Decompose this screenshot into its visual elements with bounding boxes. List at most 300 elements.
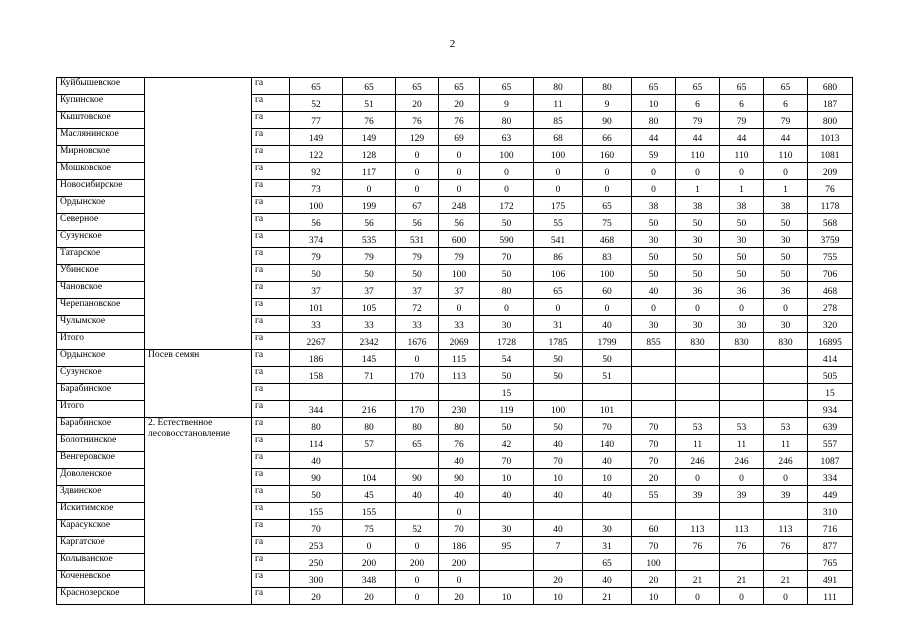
value-cell: 40 bbox=[534, 435, 583, 452]
total-cell: 15 bbox=[808, 384, 853, 401]
value-cell: 60 bbox=[583, 282, 632, 299]
total-cell: 111 bbox=[808, 588, 853, 605]
value-cell bbox=[480, 554, 534, 571]
value-cell: 0 bbox=[396, 350, 439, 367]
value-cell: 200 bbox=[396, 554, 439, 571]
value-cell: 50 bbox=[764, 248, 808, 265]
value-cell bbox=[676, 503, 720, 520]
value-cell: 1799 bbox=[583, 333, 632, 350]
district-cell: Сузунское bbox=[57, 367, 145, 384]
value-cell: 36 bbox=[720, 282, 764, 299]
unit-cell: га bbox=[252, 537, 290, 554]
value-cell: 76 bbox=[764, 537, 808, 554]
value-cell: 113 bbox=[764, 520, 808, 537]
value-cell: 70 bbox=[632, 418, 676, 435]
value-cell: 246 bbox=[720, 452, 764, 469]
value-cell: 6 bbox=[720, 95, 764, 112]
value-cell: 90 bbox=[439, 469, 480, 486]
value-cell: 374 bbox=[290, 231, 343, 248]
value-cell: 90 bbox=[290, 469, 343, 486]
value-cell: 65 bbox=[396, 435, 439, 452]
unit-cell: га bbox=[252, 146, 290, 163]
value-cell: 100 bbox=[290, 197, 343, 214]
value-cell: 80 bbox=[290, 418, 343, 435]
value-cell: 44 bbox=[632, 129, 676, 146]
value-cell bbox=[534, 503, 583, 520]
value-cell: 70 bbox=[583, 418, 632, 435]
value-cell: 33 bbox=[396, 316, 439, 333]
value-cell: 36 bbox=[676, 282, 720, 299]
value-cell: 830 bbox=[720, 333, 764, 350]
value-cell: 76 bbox=[720, 537, 764, 554]
value-cell: 6 bbox=[764, 95, 808, 112]
value-cell: 53 bbox=[764, 418, 808, 435]
value-cell: 52 bbox=[290, 95, 343, 112]
value-cell: 40 bbox=[583, 486, 632, 503]
value-cell bbox=[720, 384, 764, 401]
value-cell: 590 bbox=[480, 231, 534, 248]
total-cell: 310 bbox=[808, 503, 853, 520]
value-cell: 80 bbox=[534, 78, 583, 95]
value-cell: 0 bbox=[480, 163, 534, 180]
value-cell: 0 bbox=[720, 588, 764, 605]
value-cell: 79 bbox=[720, 112, 764, 129]
value-cell bbox=[764, 503, 808, 520]
value-cell: 250 bbox=[290, 554, 343, 571]
total-cell: 468 bbox=[808, 282, 853, 299]
value-cell: 113 bbox=[439, 367, 480, 384]
value-cell: 0 bbox=[720, 299, 764, 316]
value-cell: 11 bbox=[676, 435, 720, 452]
value-cell: 122 bbox=[290, 146, 343, 163]
value-cell: 30 bbox=[676, 316, 720, 333]
unit-cell: га bbox=[252, 299, 290, 316]
total-cell: 1178 bbox=[808, 197, 853, 214]
value-cell: 248 bbox=[439, 197, 480, 214]
unit-cell: га bbox=[252, 435, 290, 452]
value-cell: 0 bbox=[534, 180, 583, 197]
unit-cell: га bbox=[252, 401, 290, 418]
value-cell: 200 bbox=[343, 554, 396, 571]
value-cell: 40 bbox=[583, 316, 632, 333]
value-cell: 113 bbox=[720, 520, 764, 537]
value-cell: 57 bbox=[343, 435, 396, 452]
value-cell: 50 bbox=[343, 265, 396, 282]
value-cell: 75 bbox=[583, 214, 632, 231]
district-cell: Колыванское bbox=[57, 554, 145, 571]
value-cell: 0 bbox=[480, 180, 534, 197]
total-cell: 639 bbox=[808, 418, 853, 435]
value-cell: 70 bbox=[534, 452, 583, 469]
value-cell: 30 bbox=[764, 316, 808, 333]
total-cell: 765 bbox=[808, 554, 853, 571]
unit-cell: га bbox=[252, 469, 290, 486]
table-row bbox=[57, 78, 853, 95]
unit-cell: га bbox=[252, 503, 290, 520]
value-cell: 44 bbox=[720, 129, 764, 146]
value-cell: 20 bbox=[290, 588, 343, 605]
value-cell bbox=[720, 503, 764, 520]
value-cell: 246 bbox=[676, 452, 720, 469]
value-cell: 101 bbox=[290, 299, 343, 316]
value-cell: 0 bbox=[583, 163, 632, 180]
value-cell: 11 bbox=[764, 435, 808, 452]
value-cell: 0 bbox=[439, 180, 480, 197]
unit-cell: га bbox=[252, 265, 290, 282]
value-cell: 11 bbox=[720, 435, 764, 452]
value-cell: 7 bbox=[534, 537, 583, 554]
district-cell: Черепановское bbox=[57, 299, 145, 316]
value-cell: 155 bbox=[290, 503, 343, 520]
value-cell: 70 bbox=[480, 452, 534, 469]
value-cell: 70 bbox=[290, 520, 343, 537]
value-cell: 40 bbox=[534, 520, 583, 537]
unit-cell: га bbox=[252, 554, 290, 571]
value-cell: 100 bbox=[534, 146, 583, 163]
value-cell: 50 bbox=[632, 248, 676, 265]
value-cell: 20 bbox=[632, 571, 676, 588]
value-cell: 0 bbox=[396, 588, 439, 605]
value-cell: 344 bbox=[290, 401, 343, 418]
value-cell: 186 bbox=[439, 537, 480, 554]
value-cell: 37 bbox=[396, 282, 439, 299]
category-cell: 2. Естественное лесовосстановление bbox=[145, 418, 252, 605]
value-cell: 30 bbox=[676, 231, 720, 248]
value-cell bbox=[583, 384, 632, 401]
unit-cell: га bbox=[252, 367, 290, 384]
value-cell: 30 bbox=[480, 316, 534, 333]
value-cell: 113 bbox=[676, 520, 720, 537]
district-cell: Куйбышевское bbox=[57, 78, 145, 95]
page-number: 2 bbox=[449, 38, 456, 50]
value-cell: 65 bbox=[534, 282, 583, 299]
value-cell: 65 bbox=[676, 78, 720, 95]
value-cell: 50 bbox=[764, 214, 808, 231]
district-cell: Мошковское bbox=[57, 163, 145, 180]
district-cell: Новосибирское bbox=[57, 180, 145, 197]
value-cell: 33 bbox=[290, 316, 343, 333]
value-cell: 0 bbox=[764, 299, 808, 316]
total-cell: 1081 bbox=[808, 146, 853, 163]
value-cell bbox=[534, 554, 583, 571]
value-cell: 30 bbox=[632, 316, 676, 333]
unit-cell: га bbox=[252, 520, 290, 537]
value-cell: 160 bbox=[583, 146, 632, 163]
total-cell: 505 bbox=[808, 367, 853, 384]
value-cell: 40 bbox=[583, 571, 632, 588]
unit-cell: га bbox=[252, 214, 290, 231]
value-cell: 199 bbox=[343, 197, 396, 214]
value-cell: 0 bbox=[676, 163, 720, 180]
value-cell: 80 bbox=[480, 282, 534, 299]
value-cell: 0 bbox=[343, 537, 396, 554]
value-cell: 44 bbox=[764, 129, 808, 146]
value-cell: 100 bbox=[480, 146, 534, 163]
value-cell: 104 bbox=[343, 469, 396, 486]
value-cell bbox=[290, 384, 343, 401]
value-cell: 0 bbox=[764, 588, 808, 605]
unit-cell: га bbox=[252, 163, 290, 180]
value-cell bbox=[764, 350, 808, 367]
value-cell: 50 bbox=[534, 367, 583, 384]
value-cell: 69 bbox=[439, 129, 480, 146]
district-cell: Татарское bbox=[57, 248, 145, 265]
total-cell: 3759 bbox=[808, 231, 853, 248]
value-cell: 70 bbox=[632, 452, 676, 469]
value-cell: 70 bbox=[480, 248, 534, 265]
total-cell: 716 bbox=[808, 520, 853, 537]
value-cell: 6 bbox=[676, 95, 720, 112]
value-cell: 10 bbox=[632, 95, 676, 112]
value-cell: 50 bbox=[676, 265, 720, 282]
value-cell bbox=[720, 401, 764, 418]
value-cell: 0 bbox=[396, 163, 439, 180]
value-cell: 65 bbox=[343, 78, 396, 95]
unit-cell: га bbox=[252, 571, 290, 588]
value-cell: 70 bbox=[632, 435, 676, 452]
value-cell: 53 bbox=[720, 418, 764, 435]
value-cell: 50 bbox=[720, 265, 764, 282]
value-cell: 186 bbox=[290, 350, 343, 367]
value-cell: 68 bbox=[534, 129, 583, 146]
category-cell: Посев семян bbox=[145, 350, 252, 418]
value-cell: 40 bbox=[396, 486, 439, 503]
value-cell: 59 bbox=[632, 146, 676, 163]
value-cell: 105 bbox=[343, 299, 396, 316]
value-cell bbox=[343, 452, 396, 469]
unit-cell: га bbox=[252, 282, 290, 299]
value-cell: 95 bbox=[480, 537, 534, 554]
total-cell: 209 bbox=[808, 163, 853, 180]
value-cell: 50 bbox=[534, 350, 583, 367]
value-cell: 39 bbox=[676, 486, 720, 503]
value-cell: 79 bbox=[764, 112, 808, 129]
value-cell: 60 bbox=[632, 520, 676, 537]
value-cell bbox=[764, 367, 808, 384]
total-cell: 877 bbox=[808, 537, 853, 554]
value-cell: 50 bbox=[396, 265, 439, 282]
value-cell: 20 bbox=[439, 95, 480, 112]
value-cell: 468 bbox=[583, 231, 632, 248]
value-cell bbox=[439, 384, 480, 401]
value-cell: 0 bbox=[676, 299, 720, 316]
district-cell: Доволенское bbox=[57, 469, 145, 486]
value-cell: 149 bbox=[290, 129, 343, 146]
value-cell: 50 bbox=[583, 350, 632, 367]
value-cell: 2267 bbox=[290, 333, 343, 350]
value-cell bbox=[632, 401, 676, 418]
value-cell: 535 bbox=[343, 231, 396, 248]
value-cell: 39 bbox=[720, 486, 764, 503]
value-cell: 0 bbox=[534, 163, 583, 180]
value-cell: 0 bbox=[396, 180, 439, 197]
value-cell: 37 bbox=[439, 282, 480, 299]
value-cell: 76 bbox=[676, 537, 720, 554]
value-cell: 65 bbox=[480, 78, 534, 95]
value-cell: 129 bbox=[396, 129, 439, 146]
value-cell bbox=[676, 384, 720, 401]
forestry-table bbox=[56, 77, 853, 605]
value-cell: 65 bbox=[583, 197, 632, 214]
value-cell: 65 bbox=[764, 78, 808, 95]
value-cell: 50 bbox=[764, 265, 808, 282]
value-cell: 42 bbox=[480, 435, 534, 452]
value-cell: 55 bbox=[632, 486, 676, 503]
value-cell: 10 bbox=[534, 469, 583, 486]
value-cell: 86 bbox=[534, 248, 583, 265]
total-cell: 278 bbox=[808, 299, 853, 316]
value-cell bbox=[676, 401, 720, 418]
value-cell: 216 bbox=[343, 401, 396, 418]
value-cell bbox=[676, 350, 720, 367]
total-cell: 334 bbox=[808, 469, 853, 486]
value-cell: 30 bbox=[720, 231, 764, 248]
value-cell: 1 bbox=[720, 180, 764, 197]
value-cell: 155 bbox=[343, 503, 396, 520]
total-cell: 76 bbox=[808, 180, 853, 197]
total-cell: 568 bbox=[808, 214, 853, 231]
value-cell bbox=[720, 350, 764, 367]
value-cell: 39 bbox=[764, 486, 808, 503]
value-cell: 119 bbox=[480, 401, 534, 418]
value-cell: 56 bbox=[396, 214, 439, 231]
unit-cell: га bbox=[252, 112, 290, 129]
value-cell: 76 bbox=[439, 435, 480, 452]
value-cell: 40 bbox=[439, 452, 480, 469]
value-cell: 65 bbox=[290, 78, 343, 95]
value-cell: 106 bbox=[534, 265, 583, 282]
value-cell: 1 bbox=[764, 180, 808, 197]
value-cell: 0 bbox=[764, 163, 808, 180]
table-row bbox=[57, 418, 853, 435]
value-cell: 110 bbox=[720, 146, 764, 163]
value-cell: 31 bbox=[583, 537, 632, 554]
district-cell: Кыштовское bbox=[57, 112, 145, 129]
value-cell: 0 bbox=[439, 146, 480, 163]
total-cell: 491 bbox=[808, 571, 853, 588]
district-cell: Ордынское bbox=[57, 197, 145, 214]
district-cell: Сузунское bbox=[57, 231, 145, 248]
value-cell: 300 bbox=[290, 571, 343, 588]
value-cell: 20 bbox=[439, 588, 480, 605]
value-cell bbox=[676, 367, 720, 384]
value-cell: 36 bbox=[764, 282, 808, 299]
value-cell: 67 bbox=[396, 197, 439, 214]
value-cell: 140 bbox=[583, 435, 632, 452]
value-cell: 175 bbox=[534, 197, 583, 214]
value-cell: 20 bbox=[632, 469, 676, 486]
value-cell: 51 bbox=[583, 367, 632, 384]
value-cell bbox=[676, 554, 720, 571]
unit-cell: га bbox=[252, 95, 290, 112]
value-cell: 0 bbox=[439, 571, 480, 588]
value-cell: 230 bbox=[439, 401, 480, 418]
value-cell: 21 bbox=[676, 571, 720, 588]
value-cell: 80 bbox=[439, 418, 480, 435]
value-cell: 30 bbox=[764, 231, 808, 248]
value-cell: 50 bbox=[632, 214, 676, 231]
value-cell: 65 bbox=[439, 78, 480, 95]
unit-cell: га bbox=[252, 231, 290, 248]
value-cell: 50 bbox=[290, 486, 343, 503]
value-cell bbox=[632, 503, 676, 520]
district-cell: Чулымское bbox=[57, 316, 145, 333]
total-cell: 557 bbox=[808, 435, 853, 452]
table-row bbox=[57, 350, 853, 367]
district-cell: Чановское bbox=[57, 282, 145, 299]
value-cell: 70 bbox=[632, 537, 676, 554]
value-cell: 170 bbox=[396, 401, 439, 418]
value-cell: 149 bbox=[343, 129, 396, 146]
value-cell: 253 bbox=[290, 537, 343, 554]
value-cell: 79 bbox=[290, 248, 343, 265]
district-cell: Барабинское bbox=[57, 418, 145, 435]
value-cell: 100 bbox=[583, 265, 632, 282]
value-cell: 45 bbox=[343, 486, 396, 503]
district-cell: Купинское bbox=[57, 95, 145, 112]
value-cell: 50 bbox=[676, 248, 720, 265]
value-cell: 1676 bbox=[396, 333, 439, 350]
value-cell bbox=[764, 384, 808, 401]
unit-cell: га bbox=[252, 129, 290, 146]
value-cell: 50 bbox=[720, 214, 764, 231]
value-cell: 110 bbox=[764, 146, 808, 163]
value-cell: 100 bbox=[439, 265, 480, 282]
value-cell: 1 bbox=[676, 180, 720, 197]
value-cell: 33 bbox=[343, 316, 396, 333]
district-cell: Венгеровское bbox=[57, 452, 145, 469]
total-cell: 320 bbox=[808, 316, 853, 333]
value-cell: 56 bbox=[439, 214, 480, 231]
district-cell: Итого bbox=[57, 333, 145, 350]
value-cell: 0 bbox=[439, 299, 480, 316]
value-cell: 855 bbox=[632, 333, 676, 350]
category-cell bbox=[145, 78, 252, 350]
value-cell: 110 bbox=[676, 146, 720, 163]
value-cell bbox=[480, 571, 534, 588]
value-cell: 31 bbox=[534, 316, 583, 333]
value-cell: 65 bbox=[396, 78, 439, 95]
value-cell: 38 bbox=[632, 197, 676, 214]
value-cell: 38 bbox=[764, 197, 808, 214]
value-cell: 73 bbox=[290, 180, 343, 197]
value-cell: 2069 bbox=[439, 333, 480, 350]
value-cell: 830 bbox=[676, 333, 720, 350]
total-cell: 1087 bbox=[808, 452, 853, 469]
unit-cell: га bbox=[252, 316, 290, 333]
value-cell: 75 bbox=[343, 520, 396, 537]
value-cell: 115 bbox=[439, 350, 480, 367]
value-cell bbox=[480, 503, 534, 520]
value-cell: 30 bbox=[480, 520, 534, 537]
value-cell: 79 bbox=[396, 248, 439, 265]
unit-cell: га bbox=[252, 197, 290, 214]
district-cell: Здвинское bbox=[57, 486, 145, 503]
value-cell: 11 bbox=[534, 95, 583, 112]
value-cell: 50 bbox=[480, 265, 534, 282]
value-cell bbox=[343, 384, 396, 401]
value-cell: 246 bbox=[764, 452, 808, 469]
value-cell: 9 bbox=[480, 95, 534, 112]
value-cell: 10 bbox=[480, 588, 534, 605]
total-cell: 449 bbox=[808, 486, 853, 503]
value-cell: 30 bbox=[632, 231, 676, 248]
value-cell: 40 bbox=[480, 486, 534, 503]
district-cell: Северное bbox=[57, 214, 145, 231]
value-cell: 0 bbox=[583, 299, 632, 316]
value-cell: 80 bbox=[343, 418, 396, 435]
value-cell: 0 bbox=[676, 469, 720, 486]
